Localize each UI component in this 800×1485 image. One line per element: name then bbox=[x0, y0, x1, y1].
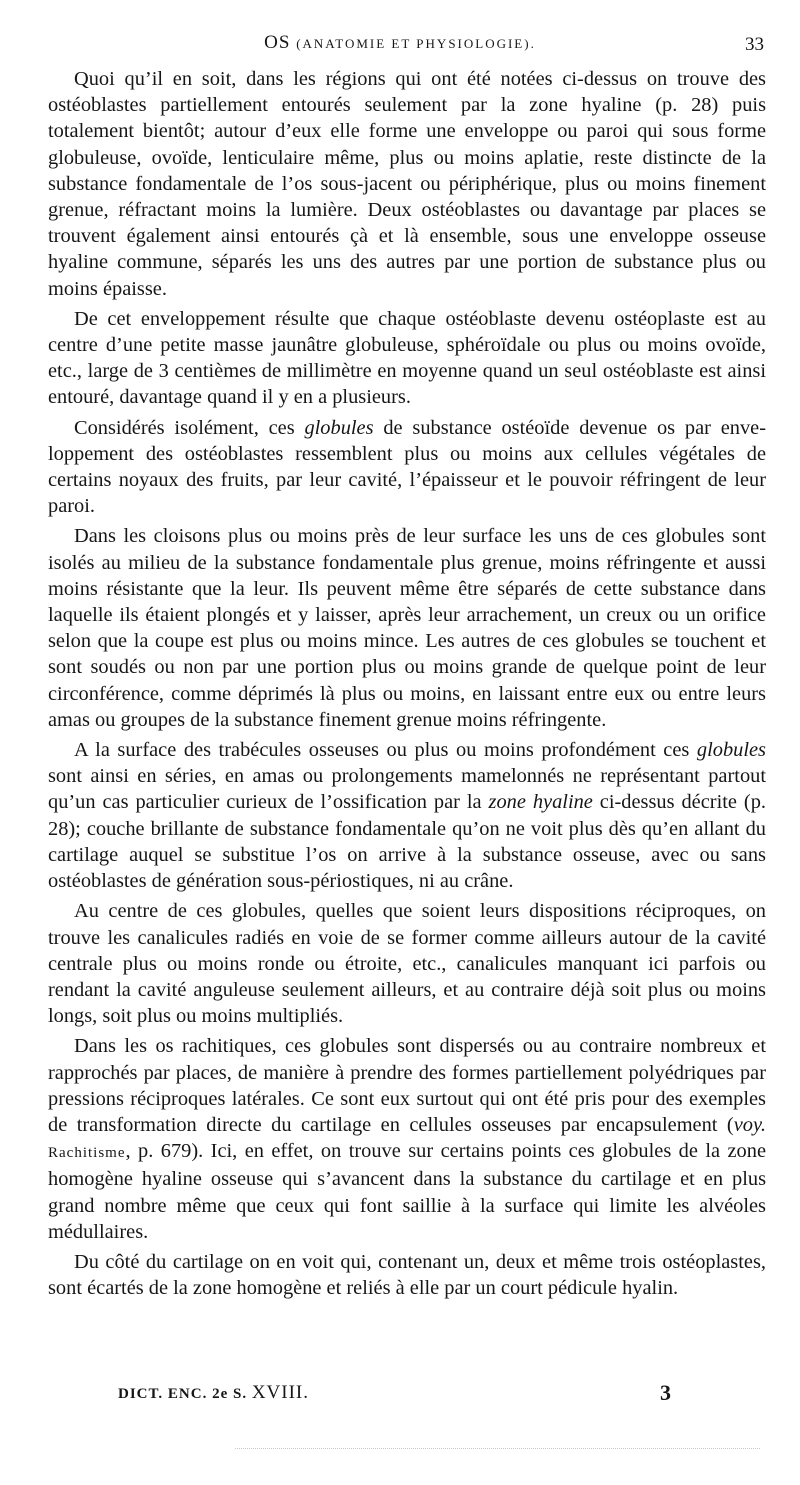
bleed-through-line bbox=[235, 1448, 760, 1449]
page-number: 33 bbox=[745, 34, 764, 55]
text-run: A la surface des trabécules osseuses ou plus ou moins profondément ces bbox=[74, 739, 697, 762]
paragraph bbox=[48, 415, 766, 520]
paragraph bbox=[48, 737, 766, 894]
text-run: ci-dessus décrite (p. 28); couche brillante de substance fondamentale qu’on ne voit plus dès qu’en allant du cartilage auquel se substitue l’os on arrive à la substance osseuse, avec ou sans ostéoblastes de génération sous-périostiques, ni au crâne. bbox=[48, 791, 766, 893]
running-title-sub: (ANATOMIE ET PHYSIOLOGIE). bbox=[296, 36, 536, 51]
text-run: sont ainsi en séries, en amas ou prolongements mamelonnés ne représentant partout qu’un cas particulier curieux de l’ossification par la bbox=[48, 765, 766, 814]
paragraph bbox=[48, 1033, 766, 1245]
paragraph bbox=[48, 898, 766, 1029]
signature-volume: XVIII. bbox=[251, 1382, 310, 1403]
signature-mark: 3 bbox=[660, 1380, 671, 1405]
text-run: Du côté du cartilage on en voit qui, contenant un, deux et même trois ostéoplastes, sont écartés de la zone homogène et reliés à elle par un court pédicule hyalin. bbox=[48, 1250, 766, 1300]
paragraph bbox=[48, 1249, 766, 1301]
text-run: Dans les os rachitiques, ces globules sont dispersés ou au contraire nombreux et rapprochés par places, de manière à prendre des formes partiellement polyédriques par pressions réciproques latérales. Ce sont eux surtout qui ont été pris pour des exemples de transformation directe du cartilage en cellules osseuses par encapsulement ( bbox=[48, 1035, 766, 1136]
text-run: de substance ostéoïde devenue os par enveloppement des ostéoblastes ressemblent plus ou moins aux cellules végétales de certains noyaux des fruits, par leur cavité, l’épaisseur et le pouvoir réfringent de leur paroi. bbox=[48, 416, 766, 518]
italic-term: voy. bbox=[733, 1113, 766, 1136]
printer-signature bbox=[118, 1382, 309, 1404]
italic-term: zone hyaline bbox=[488, 791, 593, 814]
italic-term: globules bbox=[696, 739, 766, 762]
signature-text: DICT. ENC. 2e S. bbox=[118, 1386, 248, 1402]
text-run: Dans les cloisons plus ou moins près de leur surface les uns de ces globules sont isolés au milieu de la substance fondamentale plus grenue, moins réfringente et aussi moins résistante que la leur. Ils peuvent même être séparés de cette substance dans laquelle ils étaient plongés et y laisser, après leur arrachement, un creux ou un orifice selon que la coupe est plus ou moins mince. Les autres de ces globules se touchent et sont soudés ou non par une portion plus ou moins grande de quelque point de leur circonférence, comme déprimés là plus ou moins, en laissant entre eux ou entre leurs amas ou groupes de la substance finement grenue moins réfringente. bbox=[48, 525, 766, 731]
running-title-main: OS bbox=[264, 32, 291, 53]
small-caps-reference: Rachitisme bbox=[48, 1145, 126, 1162]
page-footer bbox=[0, 1378, 800, 1412]
paragraph bbox=[48, 523, 766, 733]
text-run: De cet enveloppement résulte que chaque ostéoblaste devenu ostéoplaste est au centre d’une petite masse jaunâtre globuleuse, sphéroïdale ou plus ou moins ovoïde, etc., large de 3 centièmes de millimètre en moyenne quand un seul ostéoblaste est ainsi entouré, davantage quand il y en a plusieurs. bbox=[48, 307, 766, 409]
text-run: Au centre de ces globules, quelles que soient leurs dispositions réciproques, on trouve les canalicules radiés en voie de se former comme ailleurs autour de la cavité centrale plus ou moins ronde ou étroite, etc., canalicules manquant ici parfois ou rendant la cavité anguleuse seulement ailleurs, et au contraire déjà soit plus ou moins longs, soit plus ou moins multipliés. bbox=[48, 900, 766, 1028]
paragraph bbox=[48, 66, 766, 302]
text-run: Considérés isolément, ces bbox=[74, 416, 305, 439]
paragraph bbox=[48, 306, 766, 411]
body-text bbox=[48, 66, 766, 1305]
running-header bbox=[0, 28, 800, 62]
text-run: , p. 679). Ici, en effet, on trouve sur certains points ces globules de la zone homogène hyaline osseuse qui s’avancent dans la substance du cartilage et en plus grand nombre même que ceux qui font saillie à la surface qui limite les alvéoles médullaires. bbox=[48, 1140, 766, 1243]
italic-term: globules bbox=[304, 416, 374, 439]
running-title bbox=[0, 32, 800, 54]
text-run: Quoi qu’il en soit, dans les régions qui ont été notées ci-dessus on trouve des ostéoblastes partiellement entourés seulement par la zone hyaline (p. 28) puis totalement bientôt; autour d’eux elle forme une enveloppe ou paroi qui sous forme globuleuse, ovoïde, lenticulaire même, plus ou moins aplatie, reste distincte de la substance fondamentale de l’os sous-jacent ou périphérique, plus ou moins finement grenue, réfractant moins la lumière. Deux ostéoblastes ou davantage par places se trouvent également ainsi entourés çà et là ensemble, sous une enveloppe osseuse hyaline commune, séparés les uns des autres par une portion de substance plus ou moins épaisse. bbox=[48, 68, 766, 300]
